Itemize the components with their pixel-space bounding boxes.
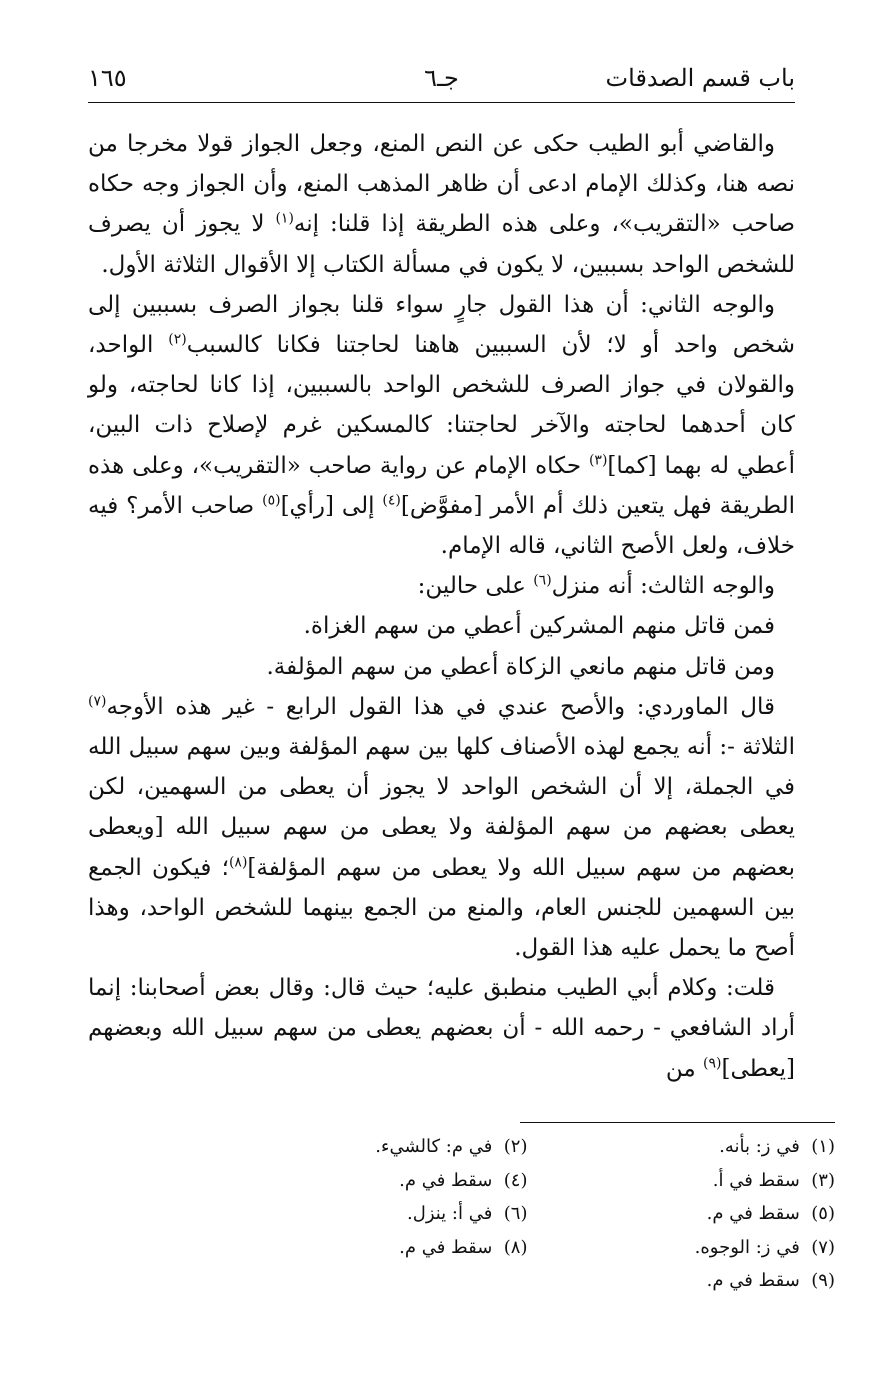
volume-label: جـ٦ <box>424 64 459 92</box>
footnote-number: (١) <box>811 1136 835 1157</box>
paragraph-7 <box>88 968 795 1089</box>
footnote-ref-7: (٧) <box>88 693 107 710</box>
p1-text-b: لا يجوز أن يصرف للشخص الواحد بسببين، لا يكون في مسألة الكتاب إلا الأقوال الثلاثة الأول. <box>88 211 795 278</box>
footnote-number: (٥) <box>811 1203 835 1225</box>
footnote-text: سقط في م. <box>399 1169 493 1191</box>
footnote-ref-1: (١) <box>275 210 294 227</box>
p2-text-b: الواحد، والقولان في جواز الصرف للشخص الواحد بالسببين، إذا كانا لحاجته، ولو كان أحدهما لحاجته والآخر لحاجتنا: كالمسكين غرم لإصلاح ذات البين، أعطي له بهما [كما] <box>88 332 795 479</box>
chapter-title: باب قسم الصدقات <box>605 64 795 92</box>
footnote-3 <box>548 1164 836 1198</box>
footnote-number: (٢) <box>503 1136 528 1157</box>
footnotes <box>240 1130 835 1298</box>
footnote-ref-5: (٥) <box>262 492 281 509</box>
footnote-number: (٣) <box>811 1169 835 1191</box>
footnote-number: (٧) <box>811 1236 835 1258</box>
footnote-number: (٤) <box>503 1169 528 1191</box>
footnote-number: (٩) <box>811 1270 835 1292</box>
p3-text-a: والوجه الثالث: أنه منزل <box>551 573 775 600</box>
footnote-text: في م: كالشيء. <box>375 1136 493 1157</box>
p1-text: والقاضي أبو الطيب حكى عن النص المنع، وجعل الجواز قولا مخرجا من نصه هنا، وكذلك الإمام ادعى أن ظاهر المذهب المنع، وأن الجواز وجه حكاه صاحب «التقريب»، وعلى هذه الطريقة إذا قلنا: إنه <box>88 131 795 238</box>
header-rule <box>88 102 795 103</box>
footnote-7 <box>548 1231 836 1265</box>
footnote-ref-6: (٦) <box>533 572 552 589</box>
page-number: ١٦٥ <box>88 64 127 92</box>
footnote-text: في ز: الوجوه. <box>694 1236 800 1258</box>
footnote-ref-8: (٨) <box>228 854 248 870</box>
p7-text-a: قلت: وكلام أبي الطيب منطبق عليه؛ حيث قال: وقال بعض أصحابنا: إنما أراد الشافعي - رحمه الله - أن بعضهم يعطى من سهم سبيل الله وبعضهم [يعطى] <box>88 975 795 1082</box>
p2-text-c: حكاه الإمام عن رواية صاحب «التقريب»، وعلى هذه الطريقة فهل يتعين ذلك أم الأمر [مفوَّض] <box>88 452 795 519</box>
paragraph-2 <box>88 285 795 566</box>
footnote-9 <box>548 1264 836 1298</box>
footnote-ref-9: (٩) <box>703 1055 722 1072</box>
footnote-4 <box>240 1164 528 1198</box>
main-text <box>88 124 795 1089</box>
footnote-number: (٦) <box>503 1203 528 1225</box>
footnote-6 <box>240 1197 528 1231</box>
p6-text-c: ؛ فيكون الجمع بين السهمين للجنس العام، والمنع من الجمع بينهما للشخص الواحد، وهذا أصح ما يحمل عليه هذا القول. <box>88 854 795 962</box>
p6-text-a: قال الماوردي: والأصح عندي في هذا القول الرابع - غير هذه الأوجه <box>106 693 775 720</box>
paragraph-3 <box>88 566 795 606</box>
p6-text-b: الثلاثة -: أنه يجمع لهذه الأصناف كلها بين سهم المؤلفة وبين سهم سبيل الله في الجملة، إلا أن الشخص الواحد لا يجوز أن يعطى من السهمين، لكن يعطى بعضهم من سهم المؤلفة ولا يعطى من سهم سبيل الله [ويعطى بعضهم من سهم سبيل الله ولا يعطى من سهم المؤلفة] <box>88 734 795 881</box>
footnote-2 <box>240 1130 528 1164</box>
p2-text-d: إلى [رأي] <box>280 492 383 519</box>
footnote-8 <box>240 1231 528 1265</box>
paragraph-5: ومن قاتل منهم مانعي الزكاة أعطي من سهم المؤلفة. <box>266 653 775 680</box>
footnote-text: سقط في م. <box>706 1203 800 1225</box>
footnote-text: في أ: ينزل. <box>407 1203 493 1225</box>
p2-text-a: والوجه الثاني: أن هذا القول جارٍ سواء قلنا بجواز الصرف بسببين إلى شخص واحد أو لا؛ لأن السببين هاهنا لحاجتنا فكانا كالسبب <box>88 291 795 359</box>
paragraph-6 <box>88 687 795 968</box>
footnote-text: في ز: بأنه. <box>719 1136 800 1157</box>
footnote-ref-2: (٢) <box>168 331 187 348</box>
p7-text-b: من <box>665 1055 704 1082</box>
footnote-5 <box>548 1197 836 1231</box>
p2-text-e: صاحب الأمر؟ فيه خلاف، ولعل الأصح الثاني، قاله الإمام. <box>88 492 795 560</box>
footnote-number: (٨) <box>503 1236 528 1258</box>
footnote-text: سقط في م. <box>399 1236 493 1258</box>
footnote-1 <box>548 1130 836 1164</box>
page-header <box>88 58 795 108</box>
footnote-ref-4: (٤) <box>382 492 401 509</box>
paragraph-4: فمن قاتل منهم المشركين أعطي من سهم الغزاة. <box>303 613 775 640</box>
footnote-separator <box>520 1122 835 1123</box>
footnote-text: سقط في م. <box>706 1270 800 1292</box>
footnote-ref-3: (٣) <box>588 451 608 468</box>
paragraph-1 <box>88 124 795 285</box>
footnote-text: سقط في أ. <box>712 1169 800 1191</box>
p3-text-b: على حالين: <box>417 573 534 600</box>
